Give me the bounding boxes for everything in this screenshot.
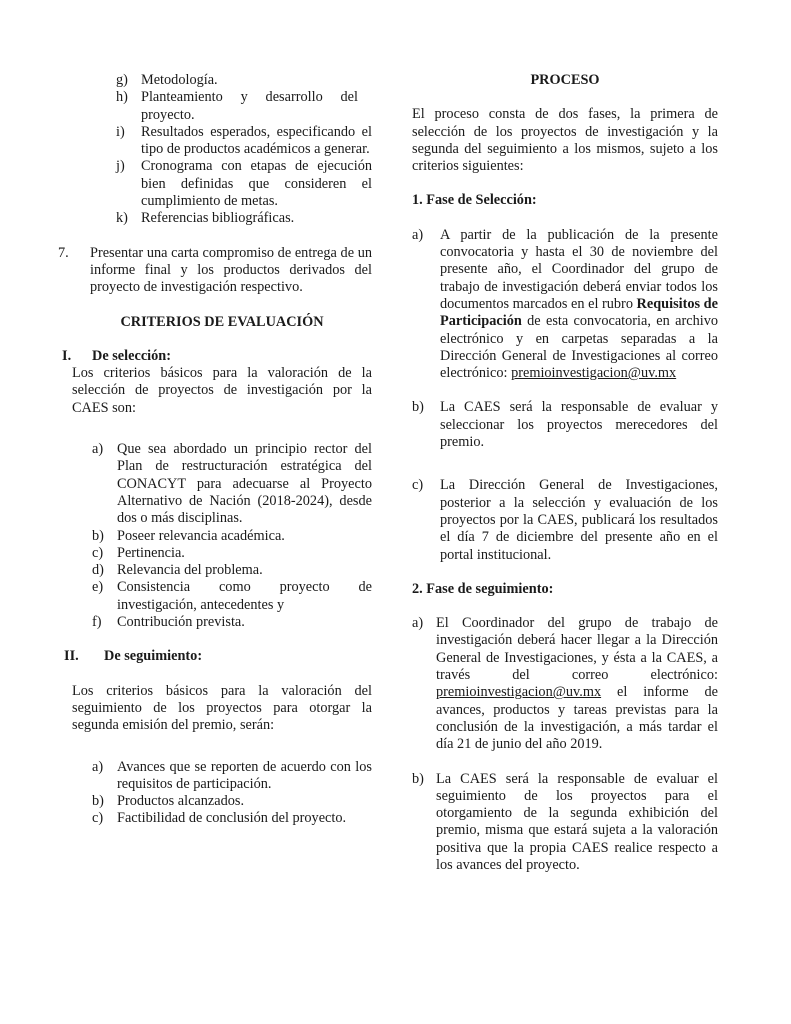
list-item: j) Cronograma con etapas de ejecución bien definidas que consideren el cumplimiento de metas. [116,158,372,210]
seguimiento-criteria-list [92,759,372,828]
list-item: a) Avances que se reporten de acuerdo con los requisitos de participación. [92,758,372,792]
fase-seleccion-heading: 1. Fase de Selección: [412,192,537,209]
seleccion-intro: Los criterios básicos para la valoración de la selección de proyectos de investigación por la CAES son: [72,365,372,416]
seleccion-criteria-list [92,441,372,631]
proceso-heading: PROCESO [530,72,600,88]
list-item: g) Metodología. [116,72,218,88]
list-item: h) Planteamiento y desarrollo del proyecto. [116,89,358,123]
right-column [412,72,718,874]
list-item: f) Contribución prevista. [92,614,245,631]
fase-seguimiento-heading: 2. Fase de seguimiento: [412,580,554,597]
left-column [58,72,372,828]
list-item: b) Productos alcanzados. [92,793,245,810]
fase2-item-a: a) El Coordinador del grupo de trabajo de investigación deberá hacer llegar a la Dirección General de Investigaciones, y ésta a la CAES, a través del correo electrónico: premioinvestigacion@uv.mx el informe de avances, productos y tareas previstas para la conclusión de la investigación, a más tardar el día 21 de junio del año 2019. [412,615,718,753]
requisitos-bold: Requisitos de Participación [440,295,718,330]
seguimiento-heading: II. De seguimiento: [64,648,203,665]
list-item: a) Que sea abordado un principio rector del Plan de restructuración estratégica del CONACYT para adecuarse al Proyecto Alternativo de Nación (2018-2024), desde dos o más disciplinas. [92,441,372,527]
fase1-item-b: b) La CAES será la responsable de evaluar y seleccionar los proyectos merecedores del premio. [412,399,718,451]
seguimiento-intro: Los criterios básicos para la valoración del seguimiento de los proyectos para otorgar la segunda emisión del premio, serán: [72,682,372,734]
list-item: e) Consistencia como proyecto de investigación, antecedentes y [92,579,372,613]
list-item: i) Resultados esperados, especificando el tipo de productos académicos a generar. [116,123,372,158]
list-item: d) Relevancia del problema. [92,562,263,579]
list-item: c) Pertinencia. [92,544,185,561]
list-item: k) Referencias bibliográficas. [116,210,295,227]
proceso-intro: El proceso consta de dos fases, la primera de selección de los proyectos de investigación y la segunda del seguimiento a los mismos, sujeto a los criterios siguientes: [412,106,718,175]
criterios-heading: CRITERIOS DE EVALUACIÓN [120,313,324,330]
email-link[interactable]: premioinvestigacion@uv.mx [436,684,602,701]
seleccion-heading: I. De selección: [62,347,171,364]
requirements-list-continuation [116,72,372,228]
requirement-item-7: 7. Presentar una carta compromiso de entrega de un informe final y los productos derivados del proyecto de investigación respectivo. [58,244,372,296]
email-link[interactable]: premioinvestigacion@uv.mx [511,365,677,382]
fase1-item-a: a) A partir de la publicación de la presente convocatoria y hasta el 30 de noviembre del presente año, el Coordinador del grupo de trabajo de investigación deberá enviar todos los documentos marcados en el rubro Requisitos de Participación de esta convocatoria, en archivo electrónico y en carpetas separadas a la Dirección General de Investigaciones al correo electrónico: premioinvestigacion@uv.mx [412,226,718,382]
list-item: c) Factibilidad de conclusión del proyecto. [92,810,347,827]
fase2-item-b: b) La CAES será la responsable de evaluar el seguimiento de los proyectos para el otorgamiento de la segunda exhibición del premio, misma que estará sujeta a la valoración positiva que la propia CAES realice respecto a los avances del proyecto. [412,770,718,873]
fase1-item-c: c) La Dirección General de Investigaciones, posterior a la selección y evaluación de los proyectos por la CAES, publicará los resultados el día 7 de diciembre del presente año en el portal institucional. [412,477,718,563]
list-item: b) Poseer relevancia académica. [92,527,285,544]
